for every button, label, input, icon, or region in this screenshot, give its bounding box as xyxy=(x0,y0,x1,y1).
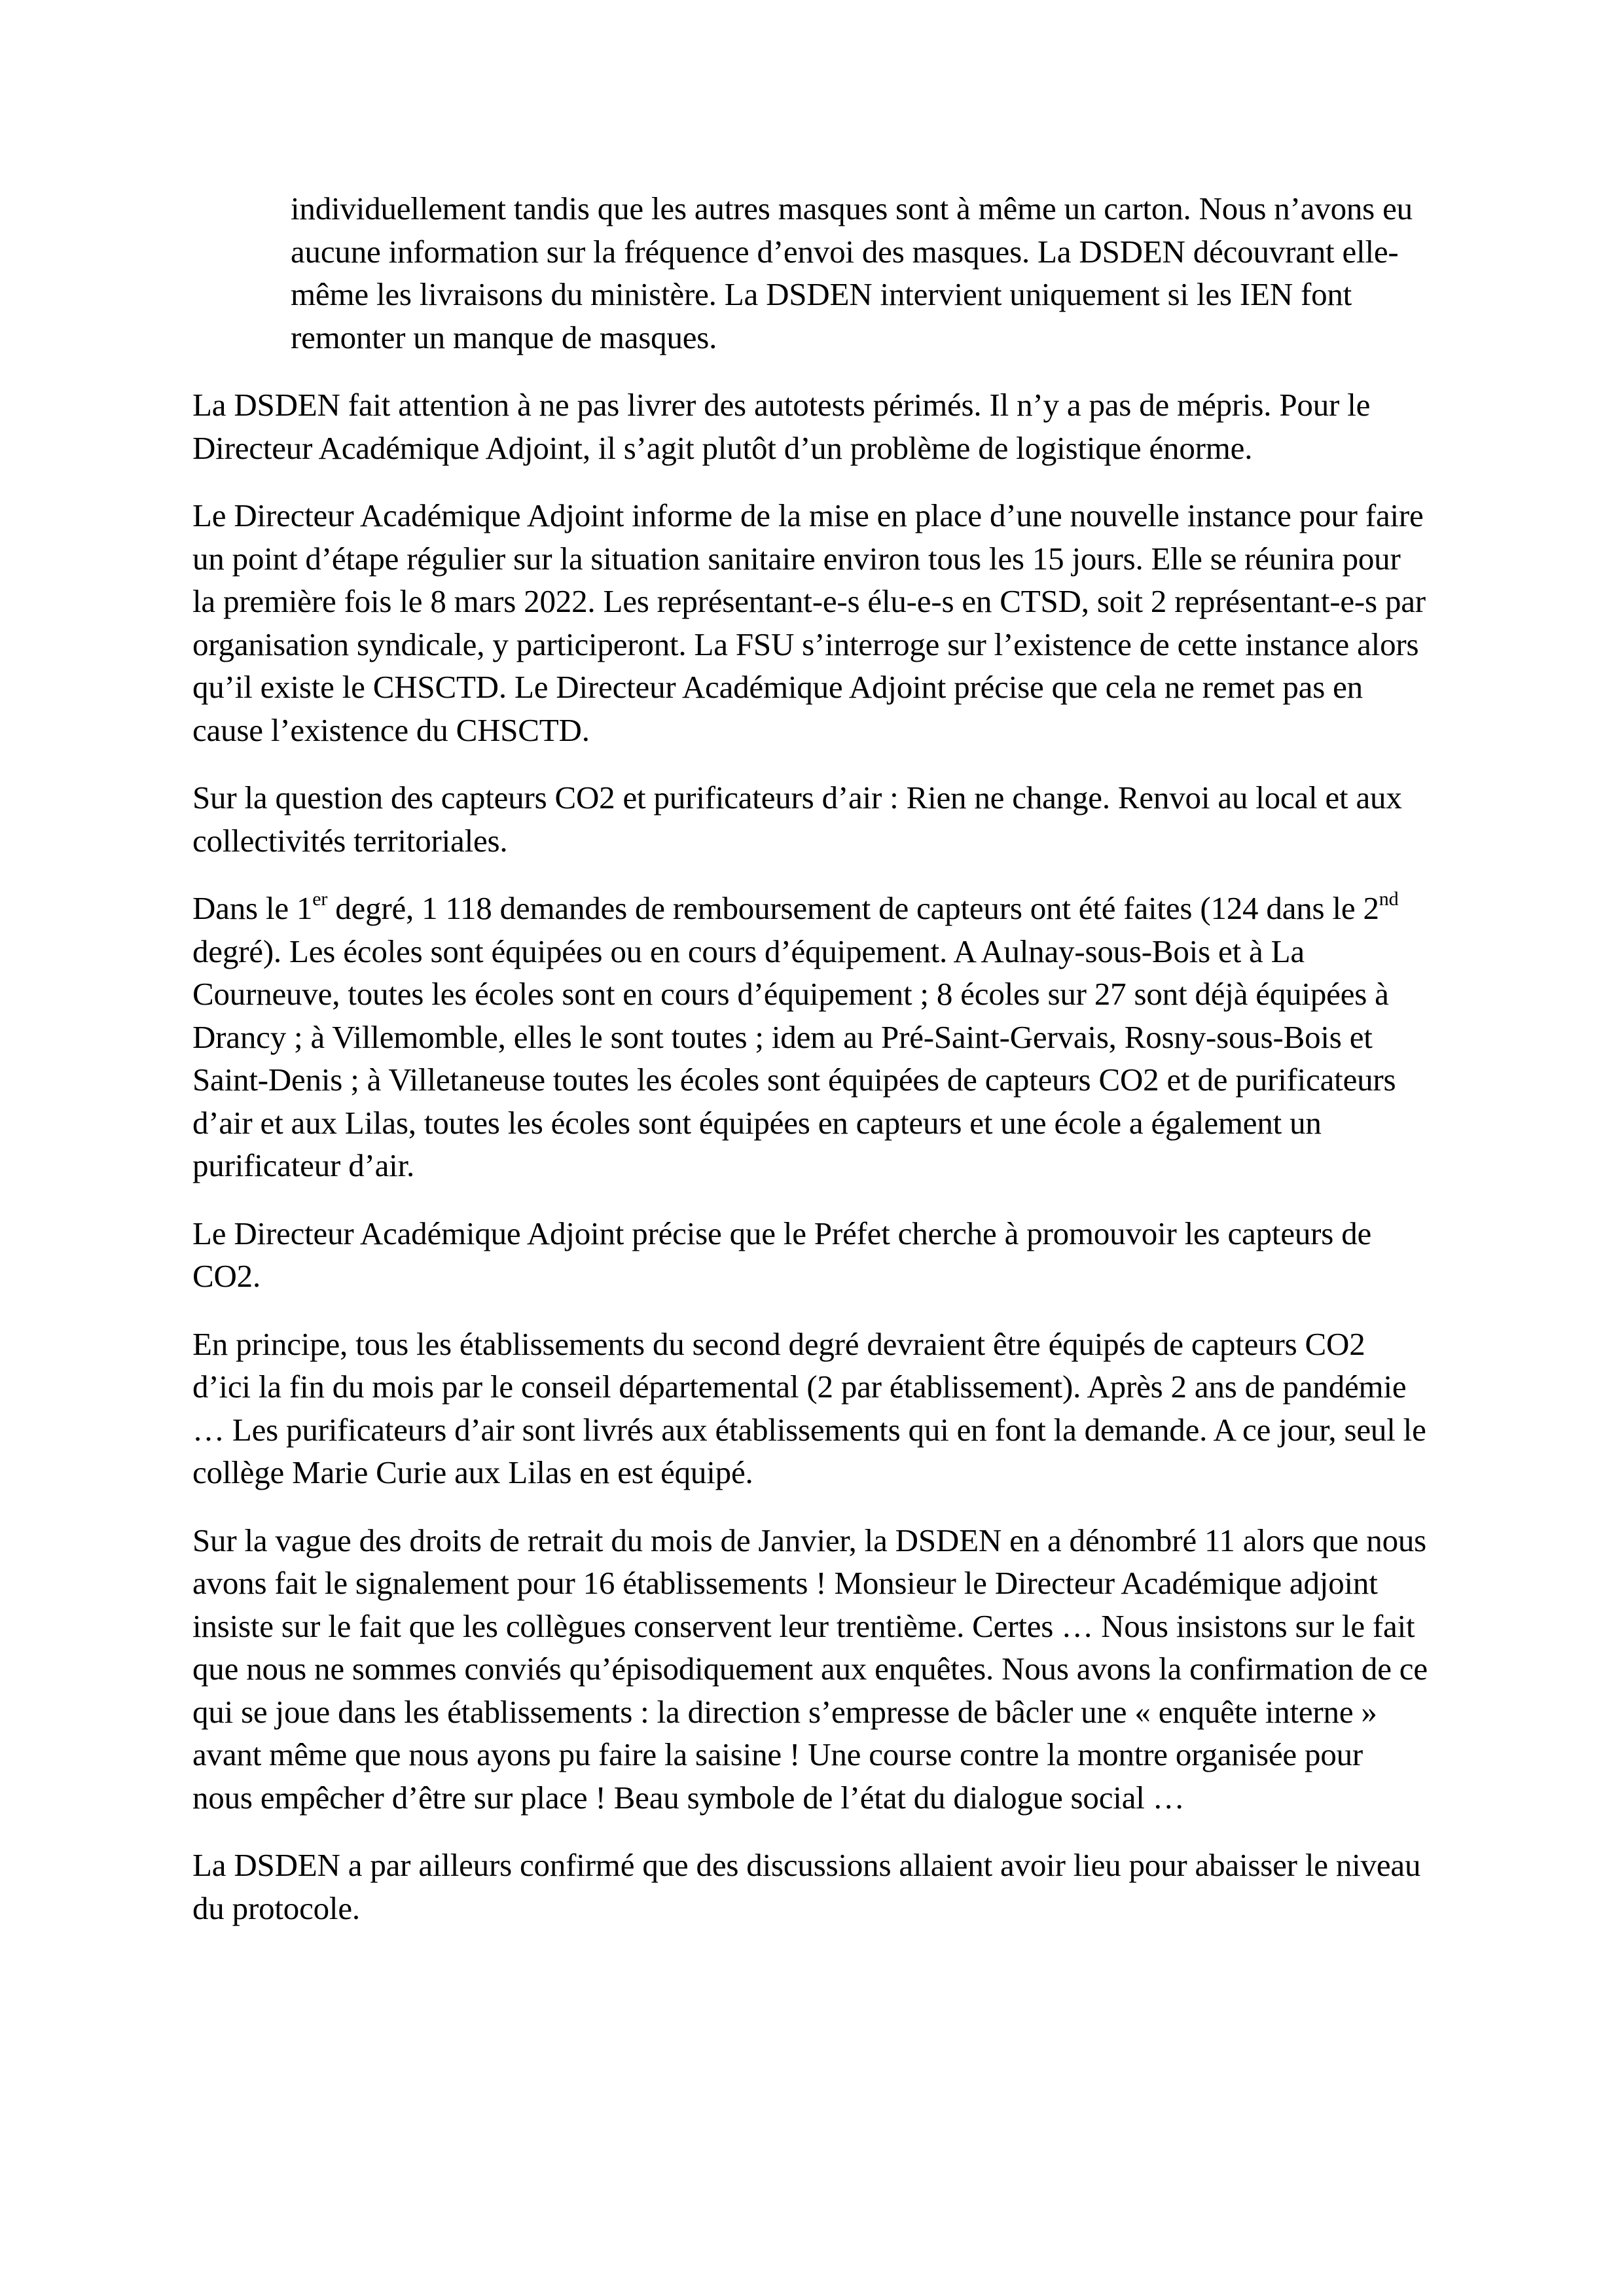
superscript-nd: nd xyxy=(1379,888,1399,910)
superscript-er: er xyxy=(312,888,328,910)
paragraph-masks-continuation: individuellement tandis que les autres masques sont à même un carton. Nous n’avons eu aucune information sur la fréquence d’envoi des masques. La DSDEN découvrant elle-même les livraisons du ministère. La DSDEN intervient uniquement si les IEN font remonter un manque de masques. xyxy=(291,190,1413,355)
text-segment: degré). Les écoles sont équipées ou en cours d’équipement. A Aulnay-sous-Bois et à La Courneuve, toutes les écoles sont en cours d’équipement ; 8 écoles sur 27 sont déjà équipées à Drancy ; à Villemomble, elles le sont toutes ; idem au Pré-Saint-Gervais, Rosny-sous-Bois et Saint-Denis ; à Villetaneuse toutes les écoles sont équipées de capteurs CO2 et de purificateurs d’air et aux Lilas, toutes les écoles sont équipées en capteurs et une école a également un purificateur d’air. xyxy=(192,933,1396,1183)
paragraph-autotests: La DSDEN fait attention à ne pas livrer des autotests périmés. Il n’y a pas de mépris. Pour le Directeur Académique Adjoint, il s’agit plutôt d’un problème de logistique énorme. xyxy=(192,387,1371,466)
text-segment: degré, 1 118 demandes de remboursement de capteurs ont été faites (124 dans le 2 xyxy=(327,890,1379,926)
paragraph-capteurs-question: Sur la question des capteurs CO2 et purificateurs d’air : Rien ne change. Renvoi au local et aux collectivités territoriales. xyxy=(192,780,1402,859)
text-segment: Dans le 1 xyxy=(192,890,313,926)
paragraph-nouvelle-instance: Le Directeur Académique Adjoint informe de la mise en place d’une nouvelle instance pour faire un point d’étape régulier sur la situation sanitaire environ tous les 15 jours. Elle se réunira pour la première fois le 8 mars 2022. Les représentant-e-s élu-e-s en CTSD, soit 2 représentant-e-s par organisation syndicale, y participeront. La FSU s’interroge sur l’existence de cette instance alors qu’il existe le CHSCTD. Le Directeur Académique Adjoint précise que cela ne remet pas en cause l’existence du CHSCTD. xyxy=(192,497,1426,748)
paragraph-second-degre: En principe, tous les établissements du second degré devraient être équipés de capteurs CO2 d’ici la fin du mois par le conseil départemental (2 par établissement). Après 2 ans de pandémie … Les purificateurs d’air sont livrés aux établissements qui en font la demande. A ce jour, seul le collège Marie Curie aux Lilas en est équipé. xyxy=(192,1325,1426,1490)
document-page xyxy=(192,187,1430,1954)
paragraph-prefet: Le Directeur Académique Adjoint précise que le Préfet cherche à promouvoir les capteurs de CO2. xyxy=(192,1215,1372,1294)
paragraph-premier-degre xyxy=(192,887,1430,1187)
paragraph-protocole: La DSDEN a par ailleurs confirmé que des discussions allaient avoir lieu pour abaisser le niveau du protocole. xyxy=(192,1847,1421,1926)
paragraph-droits-retrait: Sur la vague des droits de retrait du mois de Janvier, la DSDEN en a dénombré 11 alors que nous avons fait le signalement pour 16 établissements ! Monsieur le Directeur Académique adjoint insiste sur le fait que les collègues conservent leur trentième. Certes … Nous insistons sur le fait que nous ne sommes conviés qu’épisodiquement aux enquêtes. Nous avons la confirmation de ce qui se joue dans les établissements : la direction s’empresse de bâcler une « enquête interne » avant même que nous ayons pu faire la saisine ! Une course contre la montre organisée pour nous empêcher d’être sur place ! Beau symbole de l’état du dialogue social … xyxy=(192,1522,1428,1816)
